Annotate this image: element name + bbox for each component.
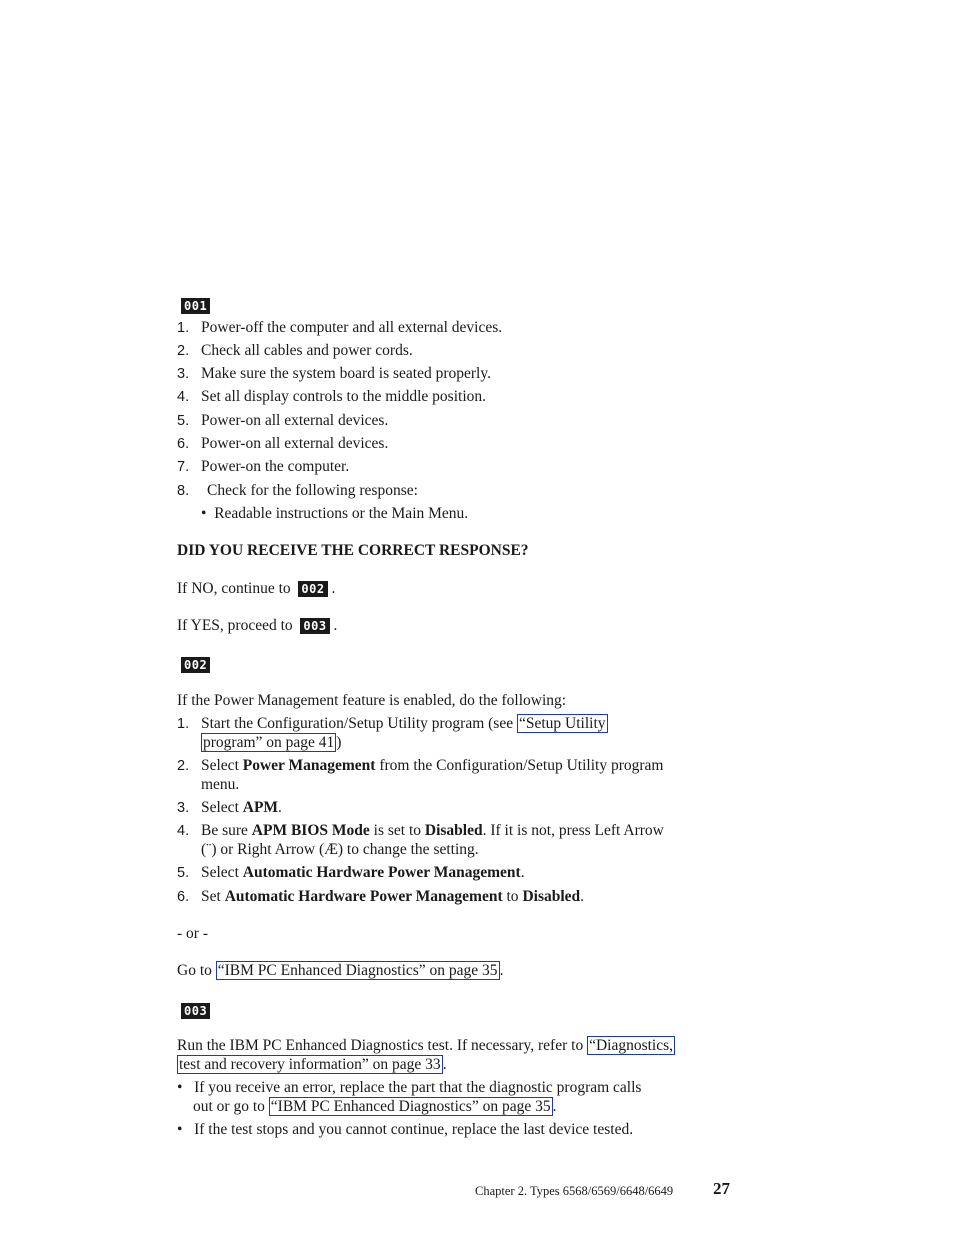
- or-separator: - or -: [177, 925, 208, 942]
- list-item-text: Power-on all external devices.: [201, 412, 389, 429]
- list-item: 8.: [177, 483, 190, 499]
- diagnostics-recovery-link[interactable]: “Diagnostics,: [589, 1037, 674, 1054]
- list-item-text: Power-off the computer and all external devices.: [201, 319, 503, 336]
- list-item: 4.: [177, 389, 190, 405]
- list-item: 5.: [177, 865, 190, 881]
- goto-line: Go to “IBM PC Enhanced Diagnostics” on page 35 .: [177, 962, 504, 979]
- step-label-003: 003: [181, 1001, 210, 1020]
- diagnostics-recovery-link-cont[interactable]: test and recovery information” on page 33: [179, 1056, 441, 1073]
- step-003-paragraph: Run the IBM PC Enhanced Diagnostics test. If necessary, refer to “Diagnostics,: [177, 1037, 674, 1054]
- list-item-text-cont: menu.: [201, 776, 240, 793]
- bullet-item: • If you receive an error, replace the part that the diagnostic program calls: [177, 1079, 642, 1096]
- list-item: 5.: [177, 413, 190, 429]
- list-item: 4.: [177, 823, 190, 839]
- list-item-text: Power-on the computer.: [201, 458, 350, 475]
- step-label-001: 001: [181, 296, 210, 315]
- list-item-text: Select Automatic Hardware Power Management.: [201, 864, 525, 881]
- list-item: 2.: [177, 758, 190, 774]
- list-item: 7.: [177, 459, 190, 475]
- list-item-text: Power-on all external devices.: [201, 435, 389, 452]
- goto-003-label[interactable]: 003: [300, 618, 329, 634]
- step-label-002: 002: [181, 655, 210, 674]
- if-yes-line: If YES, proceed to 003 .: [177, 617, 338, 634]
- list-item-text: Select APM.: [201, 799, 282, 816]
- list-item-text: Be sure APM BIOS Mode is set to Disabled. If it is not, press Left Arrow: [201, 822, 664, 839]
- step-003-paragraph-cont: test and recovery information” on page 33 .: [179, 1056, 447, 1073]
- list-item: 6.: [177, 889, 190, 905]
- setup-utility-link[interactable]: “Setup Utility: [518, 715, 606, 732]
- step-002-intro: If the Power Management feature is enabled, do the following:: [177, 692, 567, 709]
- bullet-item-cont: out or go to “IBM PC Enhanced Diagnostics” on page 35 .: [193, 1098, 557, 1115]
- list-item: 6.: [177, 436, 190, 452]
- list-item: 3.: [177, 366, 190, 382]
- list-item-text: Check all cables and power cords.: [201, 342, 413, 359]
- page-number: 27: [713, 1179, 730, 1198]
- if-no-line: If NO, continue to 002 .: [177, 580, 336, 597]
- list-item: 3.: [177, 800, 190, 816]
- setup-utility-link-cont[interactable]: program” on page 41: [203, 734, 335, 751]
- question-heading: DID YOU RECEIVE THE CORRECT RESPONSE?: [177, 542, 529, 559]
- enhanced-diagnostics-link[interactable]: “IBM PC Enhanced Diagnostics” on page 35: [217, 962, 498, 979]
- list-item: 1.: [177, 716, 190, 732]
- list-item-text: Set all display controls to the middle position.: [201, 388, 487, 405]
- list-item-text: Start the Configuration/Setup Utility program (see “Setup Utility: [201, 715, 606, 732]
- bullet-item: • If the test stops and you cannot continue, replace the last device tested.: [177, 1121, 634, 1138]
- list-item-text: Select Power Management from the Configuration/Setup Utility program: [201, 757, 664, 774]
- list-item: 2.: [177, 343, 190, 359]
- footer-chapter: Chapter 2. Types 6568/6569/6648/6649: [475, 1184, 674, 1198]
- goto-002-label[interactable]: 002: [298, 581, 327, 597]
- list-item-text-cont: program” on page 41 ): [203, 734, 342, 751]
- list-item-text-cont: (¨) or Right Arrow (Æ) to change the setting.: [201, 841, 479, 858]
- list-item-text: Check for the following response:: [207, 482, 418, 499]
- enhanced-diagnostics-link-2[interactable]: “IBM PC Enhanced Diagnostics” on page 35: [270, 1098, 551, 1115]
- list-item-text: Set Automatic Hardware Power Management to Disabled.: [201, 888, 585, 905]
- list-item: 1.: [177, 320, 190, 336]
- list-item-text: Make sure the system board is seated properly.: [201, 365, 491, 382]
- bullet-item: • Readable instructions or the Main Menu.: [201, 505, 469, 522]
